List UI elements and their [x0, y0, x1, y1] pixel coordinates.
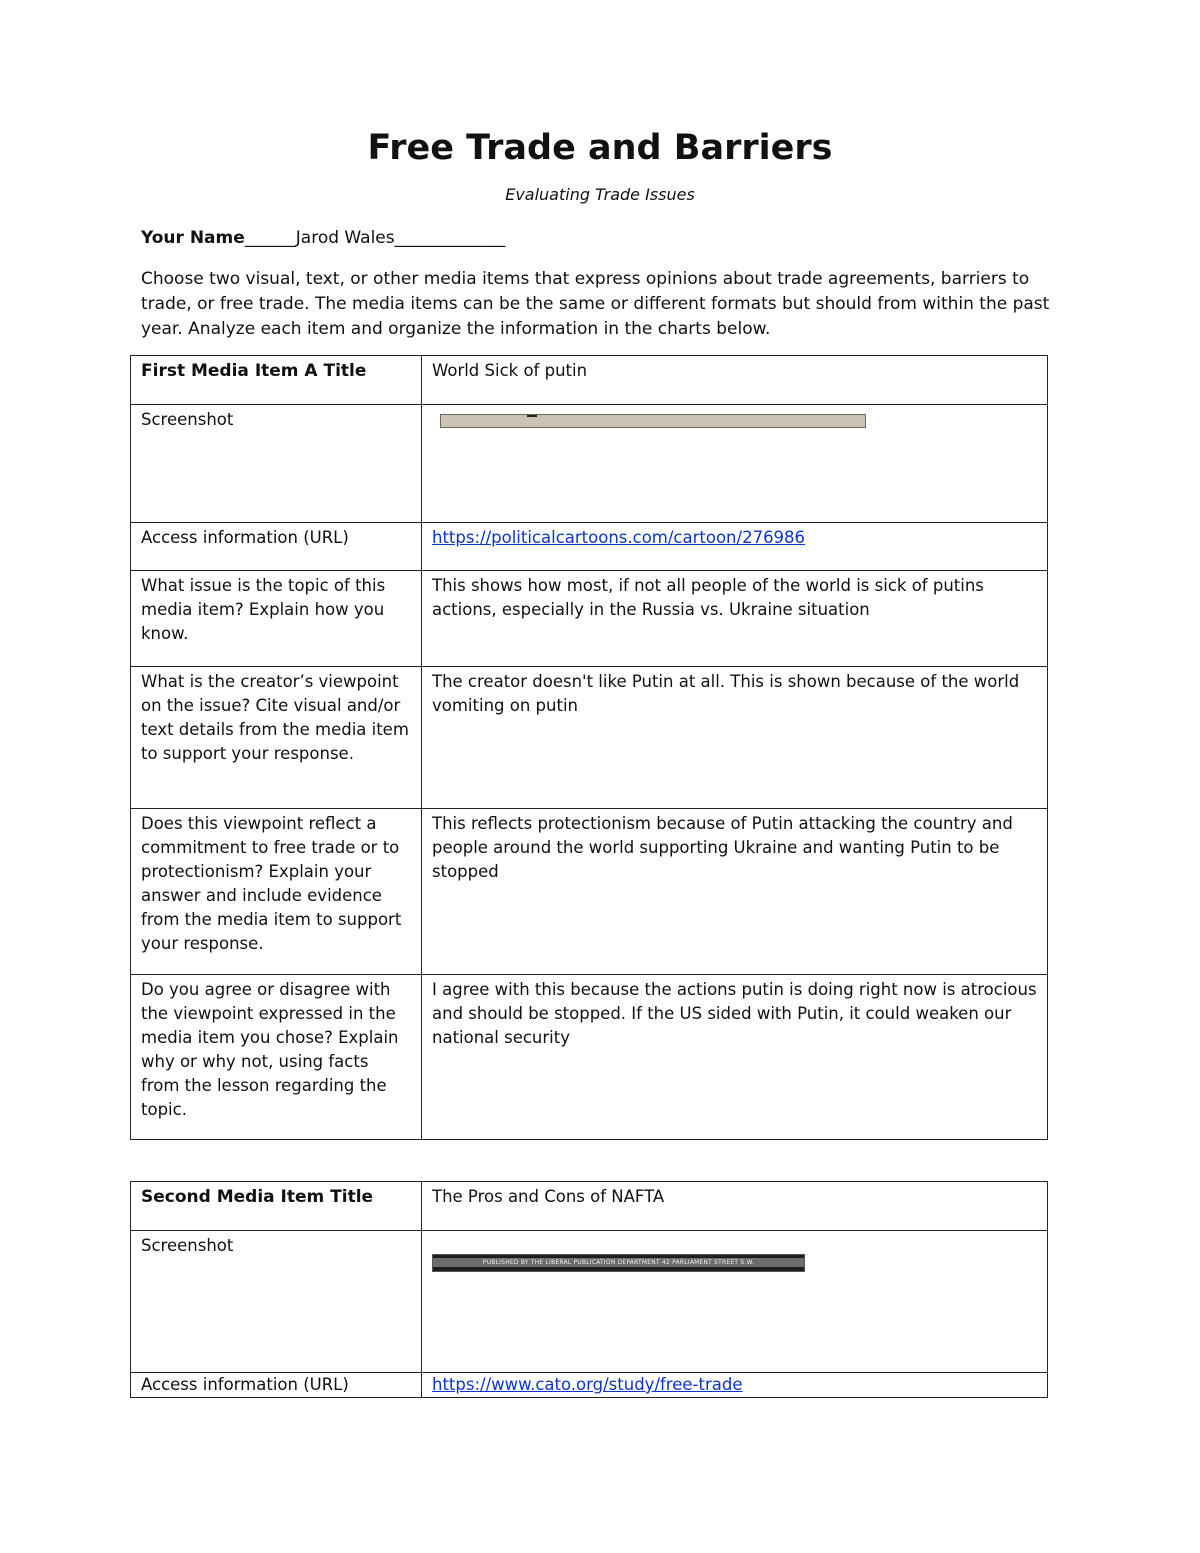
table-row	[131, 523, 1048, 571]
second-media-table	[130, 1181, 1048, 1398]
name-label: Your Name	[141, 228, 245, 248]
table-row	[131, 667, 1048, 809]
question-commitment-answer: This reflects protectionism because of Putin attacking the country and people around the world supporting Ukraine and wanting Putin to be stopped	[422, 809, 1048, 975]
second-url-link[interactable]: https://www.cato.org/study/free-trade	[432, 1375, 743, 1394]
second-url-label: Access information (URL)	[131, 1373, 422, 1398]
question-issue-answer: This shows how most, if not all people of the world is sick of putins actions, especially in the Russia vs. Ukraine situation	[422, 571, 1048, 667]
page-subtitle: Evaluating Trade Issues	[505, 185, 695, 204]
table-row	[131, 1182, 1048, 1231]
question-viewpoint-label: What is the creator’s viewpoint on the issue? Cite visual and/or text details from the media item to support your response.	[131, 667, 422, 809]
second-screenshot-label: Screenshot	[131, 1231, 422, 1373]
first-screenshot-label: Screenshot	[131, 405, 422, 523]
name-line	[141, 226, 505, 250]
table-row	[131, 1231, 1048, 1373]
first-url-cell	[422, 523, 1048, 571]
first-screenshot-cell	[422, 405, 1048, 523]
first-title-label: First Media Item A Title	[131, 356, 422, 405]
question-commitment-label: Does this viewpoint reflect a commitment to free trade or to protectionism? Explain your answer and include evidence from the media item to support your response.	[131, 809, 422, 975]
name-value: ______Jarod Wales_____________	[244, 228, 506, 248]
page-title: Free Trade and Barriers	[367, 128, 833, 168]
table-row	[131, 405, 1048, 523]
first-media-table	[130, 355, 1048, 1140]
table-row	[131, 975, 1048, 1140]
table-row	[131, 571, 1048, 667]
table-row	[131, 1373, 1048, 1398]
question-viewpoint-answer: The creator doesn't like Putin at all. This is shown because of the world vomiting on putin	[422, 667, 1048, 809]
table-row	[131, 356, 1048, 405]
instructions-paragraph: Choose two visual, text, or other media items that express opinions about trade agreements, barriers to trade, or free trade. The media items can be the same or different formats but should from within the past year. Analyze each item and organize the information in the charts below.	[141, 269, 1050, 339]
second-title-label: Second Media Item Title	[131, 1182, 422, 1231]
first-url-link[interactable]: https://politicalcartoons.com/cartoon/276986	[432, 528, 806, 547]
second-url-cell	[422, 1373, 1048, 1398]
first-screenshot-image[interactable]	[440, 414, 866, 428]
second-screenshot-image[interactable]	[432, 1254, 805, 1272]
image-caption: PUBLISHED BY THE LIBERAL PUBLICATION DEPARTMENT 42 PARLIAMENT STREET S.W.	[482, 1258, 755, 1266]
question-agree-label: Do you agree or disagree with the viewpoint expressed in the media item you chose? Explain why or why not, using facts from the lesson regarding the topic.	[131, 975, 422, 1140]
table-row	[131, 809, 1048, 975]
question-agree-answer: I agree with this because the actions putin is doing right now is atrocious and should be stopped. If the US sided with Putin, it could weaken our national security	[422, 975, 1048, 1140]
first-title-value: World Sick of putin	[422, 356, 1048, 405]
first-url-label: Access information (URL)	[131, 523, 422, 571]
second-screenshot-cell	[422, 1231, 1048, 1373]
second-title-value: The Pros and Cons of NAFTA	[422, 1182, 1048, 1231]
question-issue-label: What issue is the topic of this media item? Explain how you know.	[131, 571, 422, 667]
image-artifact	[527, 415, 537, 417]
